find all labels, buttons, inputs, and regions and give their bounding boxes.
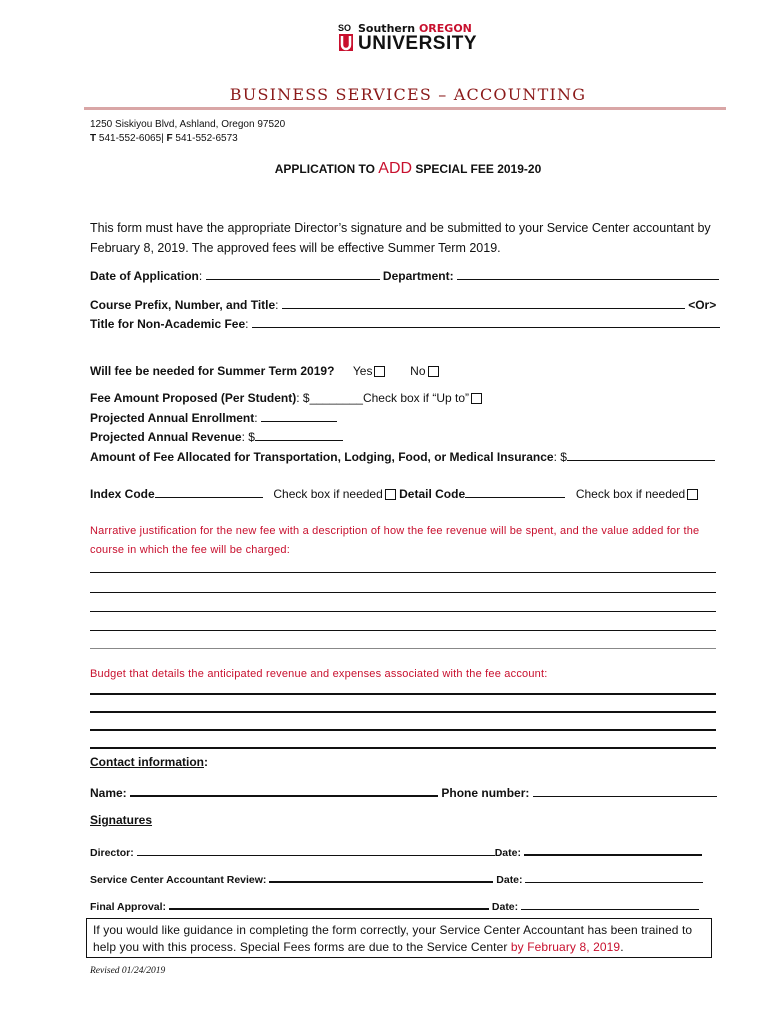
director-label: Director:: [90, 847, 134, 859]
narrative-instructions: Narrative justification for the new fee with a description of how the fee revenue will be spent, and the value added for the course in which the fee will be charged:: [90, 525, 700, 556]
narrative-line-4[interactable]: [90, 630, 716, 631]
sca-date-field[interactable]: [525, 871, 703, 883]
projected-enrollment-row: Projected Annual Enrollment:: [90, 410, 726, 425]
form-title: APPLICATION TO ADD SPECIAL FEE 2019-20: [274, 160, 542, 177]
codes-row: [90, 486, 726, 501]
amount-allocated-field[interactable]: [567, 449, 715, 461]
index-check-label: Check box if needed: [273, 487, 383, 501]
revised-date: Revised 01/24/2019: [90, 966, 166, 976]
header-divider: [84, 107, 726, 110]
final-date-field[interactable]: [521, 898, 699, 910]
address-line: 1250 Siskiyou Blvd, Ashland, Oregon 97520: [90, 119, 286, 130]
date-department-row: Date of Application: Department:: [90, 268, 726, 283]
contact-name-field[interactable]: [130, 784, 438, 797]
summer-term-row: [90, 364, 726, 378]
amount-allocated-row: Amount of Fee Allocated for Transportation, Lodging, Food, or Medical Insurance: $: [90, 449, 726, 464]
final-approval-label: Final Approval:: [90, 901, 167, 913]
up-to-checkbox[interactable]: [471, 393, 482, 404]
budget-line-3[interactable]: [90, 729, 716, 731]
up-to-label: Check box if “Up to”: [362, 391, 470, 405]
director-date-label: Date:: [494, 847, 521, 859]
index-code-label: Index Code: [90, 487, 155, 501]
guidance-notice: If you would like guidance in completing the form correctly, your Service Center Accountant has been trained to help you with this process. Special Fees forms are due to the Service Center by February 8, 2019.: [86, 918, 712, 958]
index-code-checkbox[interactable]: [385, 489, 396, 500]
sca-review-label: Service Center Accountant Review:: [90, 874, 267, 886]
date-of-application-label: Date of Application: [90, 269, 199, 283]
contact-heading: Contact information:: [90, 755, 208, 769]
director-date-field[interactable]: [524, 843, 702, 856]
projected-enrollment-label: Projected Annual Enrollment: [90, 411, 255, 425]
logo-southern: Southern: [358, 22, 419, 35]
budget-line-1[interactable]: [90, 693, 716, 695]
summer-question-label: Will fee be needed for Summer Term 2019?: [90, 364, 335, 378]
department-title: BUSINESS SERVICES – ACCOUNTING: [229, 85, 587, 104]
logo-university: UNIVERSITY: [358, 33, 478, 54]
director-signature-field[interactable]: [137, 844, 495, 856]
date-of-application-field[interactable]: [206, 268, 380, 280]
detail-code-checkbox[interactable]: [687, 489, 698, 500]
su-logo-mark-icon: [338, 22, 354, 52]
contact-phone-field[interactable]: [533, 785, 717, 797]
narrative-line-1[interactable]: [90, 572, 716, 573]
phone-line: T 541-552-6065| F 541-552-6573: [90, 133, 238, 144]
projected-revenue-row: Projected Annual Revenue: $: [90, 429, 726, 444]
fee-amount-row: [90, 391, 726, 405]
university-logo: [338, 22, 478, 56]
detail-code-label: Detail Code: [399, 487, 466, 501]
course-prefix-label: Course Prefix, Number, and Title: [90, 298, 276, 312]
no-checkbox[interactable]: [428, 366, 439, 377]
notice-deadline: by February 8, 2019: [510, 940, 621, 954]
contact-name-label: Name:: [90, 786, 127, 800]
yes-checkbox[interactable]: [374, 366, 385, 377]
non-academic-field[interactable]: [252, 316, 720, 328]
final-approval-signature-field[interactable]: [169, 897, 489, 910]
svg-text:SO: SO: [338, 23, 352, 33]
sca-review-signature-field[interactable]: [269, 870, 493, 883]
detail-check-label: Check box if needed: [575, 487, 686, 501]
logo-oregon: OREGON: [418, 22, 472, 35]
contact-row: [90, 784, 726, 800]
projected-revenue-field[interactable]: [255, 429, 343, 441]
index-code-field[interactable]: [155, 486, 263, 498]
contact-phone-label: Phone number:: [441, 786, 530, 800]
projected-enrollment-field[interactable]: [261, 410, 337, 422]
budget-line-4[interactable]: [90, 747, 716, 749]
sca-date-label: Date:: [496, 874, 523, 886]
sca-review-row: [90, 870, 726, 886]
non-academic-row: Title for Non-Academic Fee:: [90, 316, 726, 331]
department-label: Department:: [382, 269, 454, 283]
fee-amount-label: Fee Amount Proposed (Per Student): [90, 391, 297, 405]
projected-revenue-label: Projected Annual Revenue: [90, 430, 242, 444]
fee-amount-field[interactable]: : $________: [296, 391, 363, 405]
narrative-line-2[interactable]: [90, 592, 716, 593]
or-label: <Or>: [688, 298, 717, 312]
add-highlight: ADD: [378, 160, 413, 177]
non-academic-label: Title for Non-Academic Fee: [90, 317, 246, 331]
narrative-line-5[interactable]: [90, 648, 716, 649]
no-label: No: [410, 364, 426, 378]
narrative-line-3[interactable]: [90, 611, 716, 612]
final-date-label: Date:: [491, 901, 519, 913]
amount-allocated-label: Amount of Fee Allocated for Transportation, Lodging, Food, or Medical Insurance: [90, 450, 554, 464]
budget-instructions: Budget that details the anticipated revenue and expenses associated with the fee account:: [90, 668, 548, 680]
budget-line-2[interactable]: [90, 711, 716, 713]
course-prefix-field[interactable]: [282, 297, 685, 309]
intro-paragraph: This form must have the appropriate Director’s signature and be submitted to your Service Center accountant by February 8, 2019. The approved fees will be effective Summer Term 2019.: [90, 221, 711, 255]
yes-label: Yes: [352, 364, 373, 378]
director-row: [90, 843, 726, 859]
department-field[interactable]: [457, 268, 719, 280]
notice-text: If you would like guidance in completing the form correctly, your Service Center Accountant has been trained to help you with this process. Special Fees forms are due to the Service Center: [93, 923, 693, 954]
course-prefix-row: Course Prefix, Number, and Title: <Or>: [90, 298, 717, 312]
signatures-heading: Signatures: [90, 813, 153, 827]
final-approval-row: [90, 897, 726, 913]
detail-code-field[interactable]: [465, 486, 565, 498]
